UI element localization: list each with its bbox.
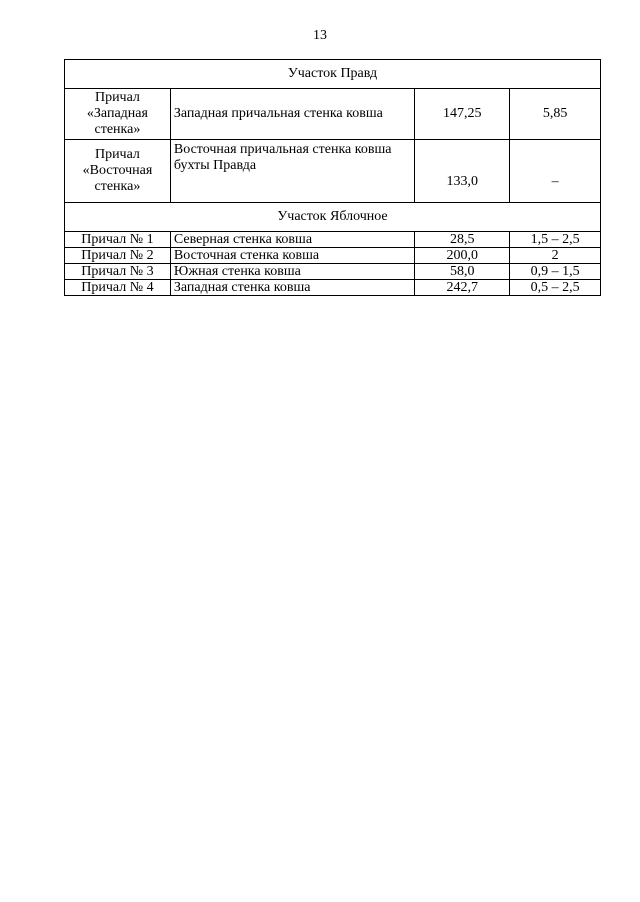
berth-description: Западная причальная стенка ковша xyxy=(170,89,414,140)
berth-length: 58,0 xyxy=(415,264,510,280)
berth-description: Южная стенка ковша xyxy=(170,264,414,280)
section-title: Участок Яблочное xyxy=(65,203,601,232)
berth-depth: 5,85 xyxy=(510,89,601,140)
berth-length: 200,0 xyxy=(415,248,510,264)
berth-length: 28,5 xyxy=(415,232,510,248)
berth-depth: 0,9 – 1,5 xyxy=(510,264,601,280)
section-header xyxy=(65,60,601,89)
berth-length: 242,7 xyxy=(415,280,510,296)
berth-description: Восточная стенка ковша xyxy=(170,248,414,264)
berth-name: Причал № 1 xyxy=(65,232,171,248)
berth-name: Причал «Западная стенка» xyxy=(65,89,171,140)
berth-length: 133,0 xyxy=(415,140,510,203)
berth-depth: – xyxy=(510,140,601,203)
berth-description: Западная стенка ковша xyxy=(170,280,414,296)
berth-depth: 0,5 – 2,5 xyxy=(510,280,601,296)
table-row xyxy=(65,232,601,248)
berth-name: Причал № 4 xyxy=(65,280,171,296)
berth-description: Северная стенка ковша xyxy=(170,232,414,248)
page-number: 13 xyxy=(313,28,327,43)
table-row xyxy=(65,280,601,296)
berth-description: Восточная причальная стенка ковша бухты Правда xyxy=(170,140,414,203)
table-row xyxy=(65,140,601,203)
berth-name: Причал № 3 xyxy=(65,264,171,280)
section-title: Участок Правд xyxy=(65,60,601,89)
berth-length: 147,25 xyxy=(415,89,510,140)
table-row xyxy=(65,89,601,140)
table-row xyxy=(65,264,601,280)
table-row xyxy=(65,248,601,264)
berth-depth: 1,5 – 2,5 xyxy=(510,232,601,248)
section-header xyxy=(65,203,601,232)
berths-table xyxy=(64,59,601,296)
berth-depth: 2 xyxy=(510,248,601,264)
berth-name: Причал № 2 xyxy=(65,248,171,264)
berth-name: Причал «Восточная стенка» xyxy=(65,140,171,203)
